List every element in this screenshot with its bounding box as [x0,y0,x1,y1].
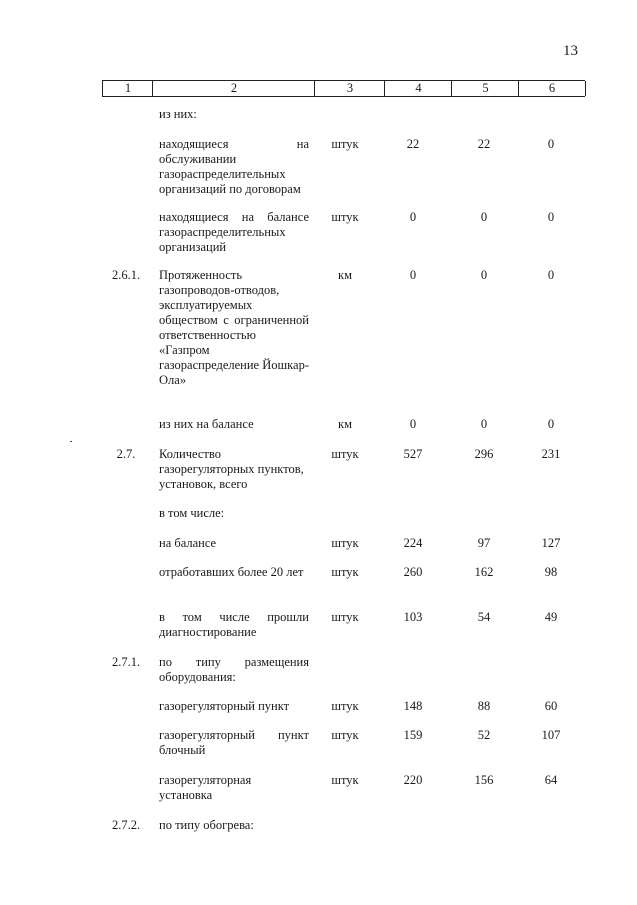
row-unit: км [338,268,352,282]
row-value-col4: 220 [403,773,423,787]
row-label: газорегуляторная установка [159,773,252,802]
row-value-col5: 97 [477,536,491,550]
row-label: Протяженность газопроводов-отводов, эксплуатируемых обществом с ограниченной ответственностью «Газпром газораспределение Йошкар-Ола» [159,268,309,387]
row-value-col4: 260 [403,565,423,579]
row-label: в том числе: [159,506,225,520]
row-unit: штук [331,210,359,224]
row-value-col6: 0 [547,268,555,282]
row-label: из них на балансе [159,417,254,431]
row-number: 2.7.2. [111,818,141,832]
row-value-col5: 296 [474,447,494,461]
row-value-col6: 64 [544,773,558,787]
row-value-col6: 60 [544,699,558,713]
row-value-col4: 0 [409,210,417,224]
row-value-col6: 0 [547,210,555,224]
row-unit: штук [331,447,359,461]
row-number: 2.6.1. [111,268,141,282]
row-value-col6: 231 [541,447,561,461]
row-label: по типу обогрева: [159,818,254,832]
row-value-col4: 148 [403,699,423,713]
row-value-col4: 527 [403,447,423,461]
row-unit: штук [331,610,359,624]
row-unit: штук [331,137,359,151]
row-value-col5: 0 [480,268,488,282]
row-label: Количество газорегуляторных пунктов, установок, всего [159,447,304,491]
row-value-col5: 22 [477,137,491,151]
row-value-col4: 0 [409,417,417,431]
row-label: газорегуляторный пункт блочный [159,728,309,757]
row-number: 2.7. [116,447,136,461]
row-value-col6: 0 [547,417,555,431]
row-label: в том числе прошли диагностирование [159,610,309,639]
header-cell-1: 1 [102,81,153,96]
row-unit: штук [331,699,359,713]
row-value-col6: 98 [544,565,558,579]
row-unit: км [338,417,352,431]
row-label: из них: [159,107,197,121]
stray-mark [70,441,72,442]
row-value-col6: 0 [547,137,555,151]
header-cell-4: 4 [384,81,452,96]
row-value-col5: 162 [474,565,494,579]
row-value-col4: 0 [409,268,417,282]
row-unit: штук [331,565,359,579]
row-value-col4: 22 [406,137,420,151]
table-header-row [102,80,585,97]
header-cell-5: 5 [451,81,519,96]
header-cell-6: 6 [518,81,586,96]
row-label: газорегуляторный пункт [159,699,290,713]
row-value-col6: 127 [541,536,561,550]
row-value-col5: 0 [480,417,488,431]
row-label: находящиеся на обслуживании газораспределительных организаций по договорам [159,137,309,196]
row-value-col4: 159 [403,728,423,742]
row-unit: штук [331,773,359,787]
header-cell-3: 3 [314,81,385,96]
row-value-col5: 88 [477,699,491,713]
row-value-col5: 54 [477,610,491,624]
row-value-col6: 49 [544,610,558,624]
row-label: находящиеся на балансе газораспределительных организаций [159,210,309,254]
header-cell-2: 2 [152,81,315,96]
row-unit: штук [331,536,359,550]
page-number: 13 [563,43,578,59]
row-label: на балансе [159,536,217,550]
row-unit: штук [331,728,359,742]
row-label: отработавших более 20 лет [159,565,304,579]
row-value-col4: 224 [403,536,423,550]
row-value-col5: 52 [477,728,491,742]
row-value-col5: 156 [474,773,494,787]
row-number: 2.7.1. [111,655,141,669]
row-value-col4: 103 [403,610,423,624]
row-value-col6: 107 [541,728,561,742]
row-label: по типу размещения оборудования: [159,655,309,684]
row-value-col5: 0 [480,210,488,224]
